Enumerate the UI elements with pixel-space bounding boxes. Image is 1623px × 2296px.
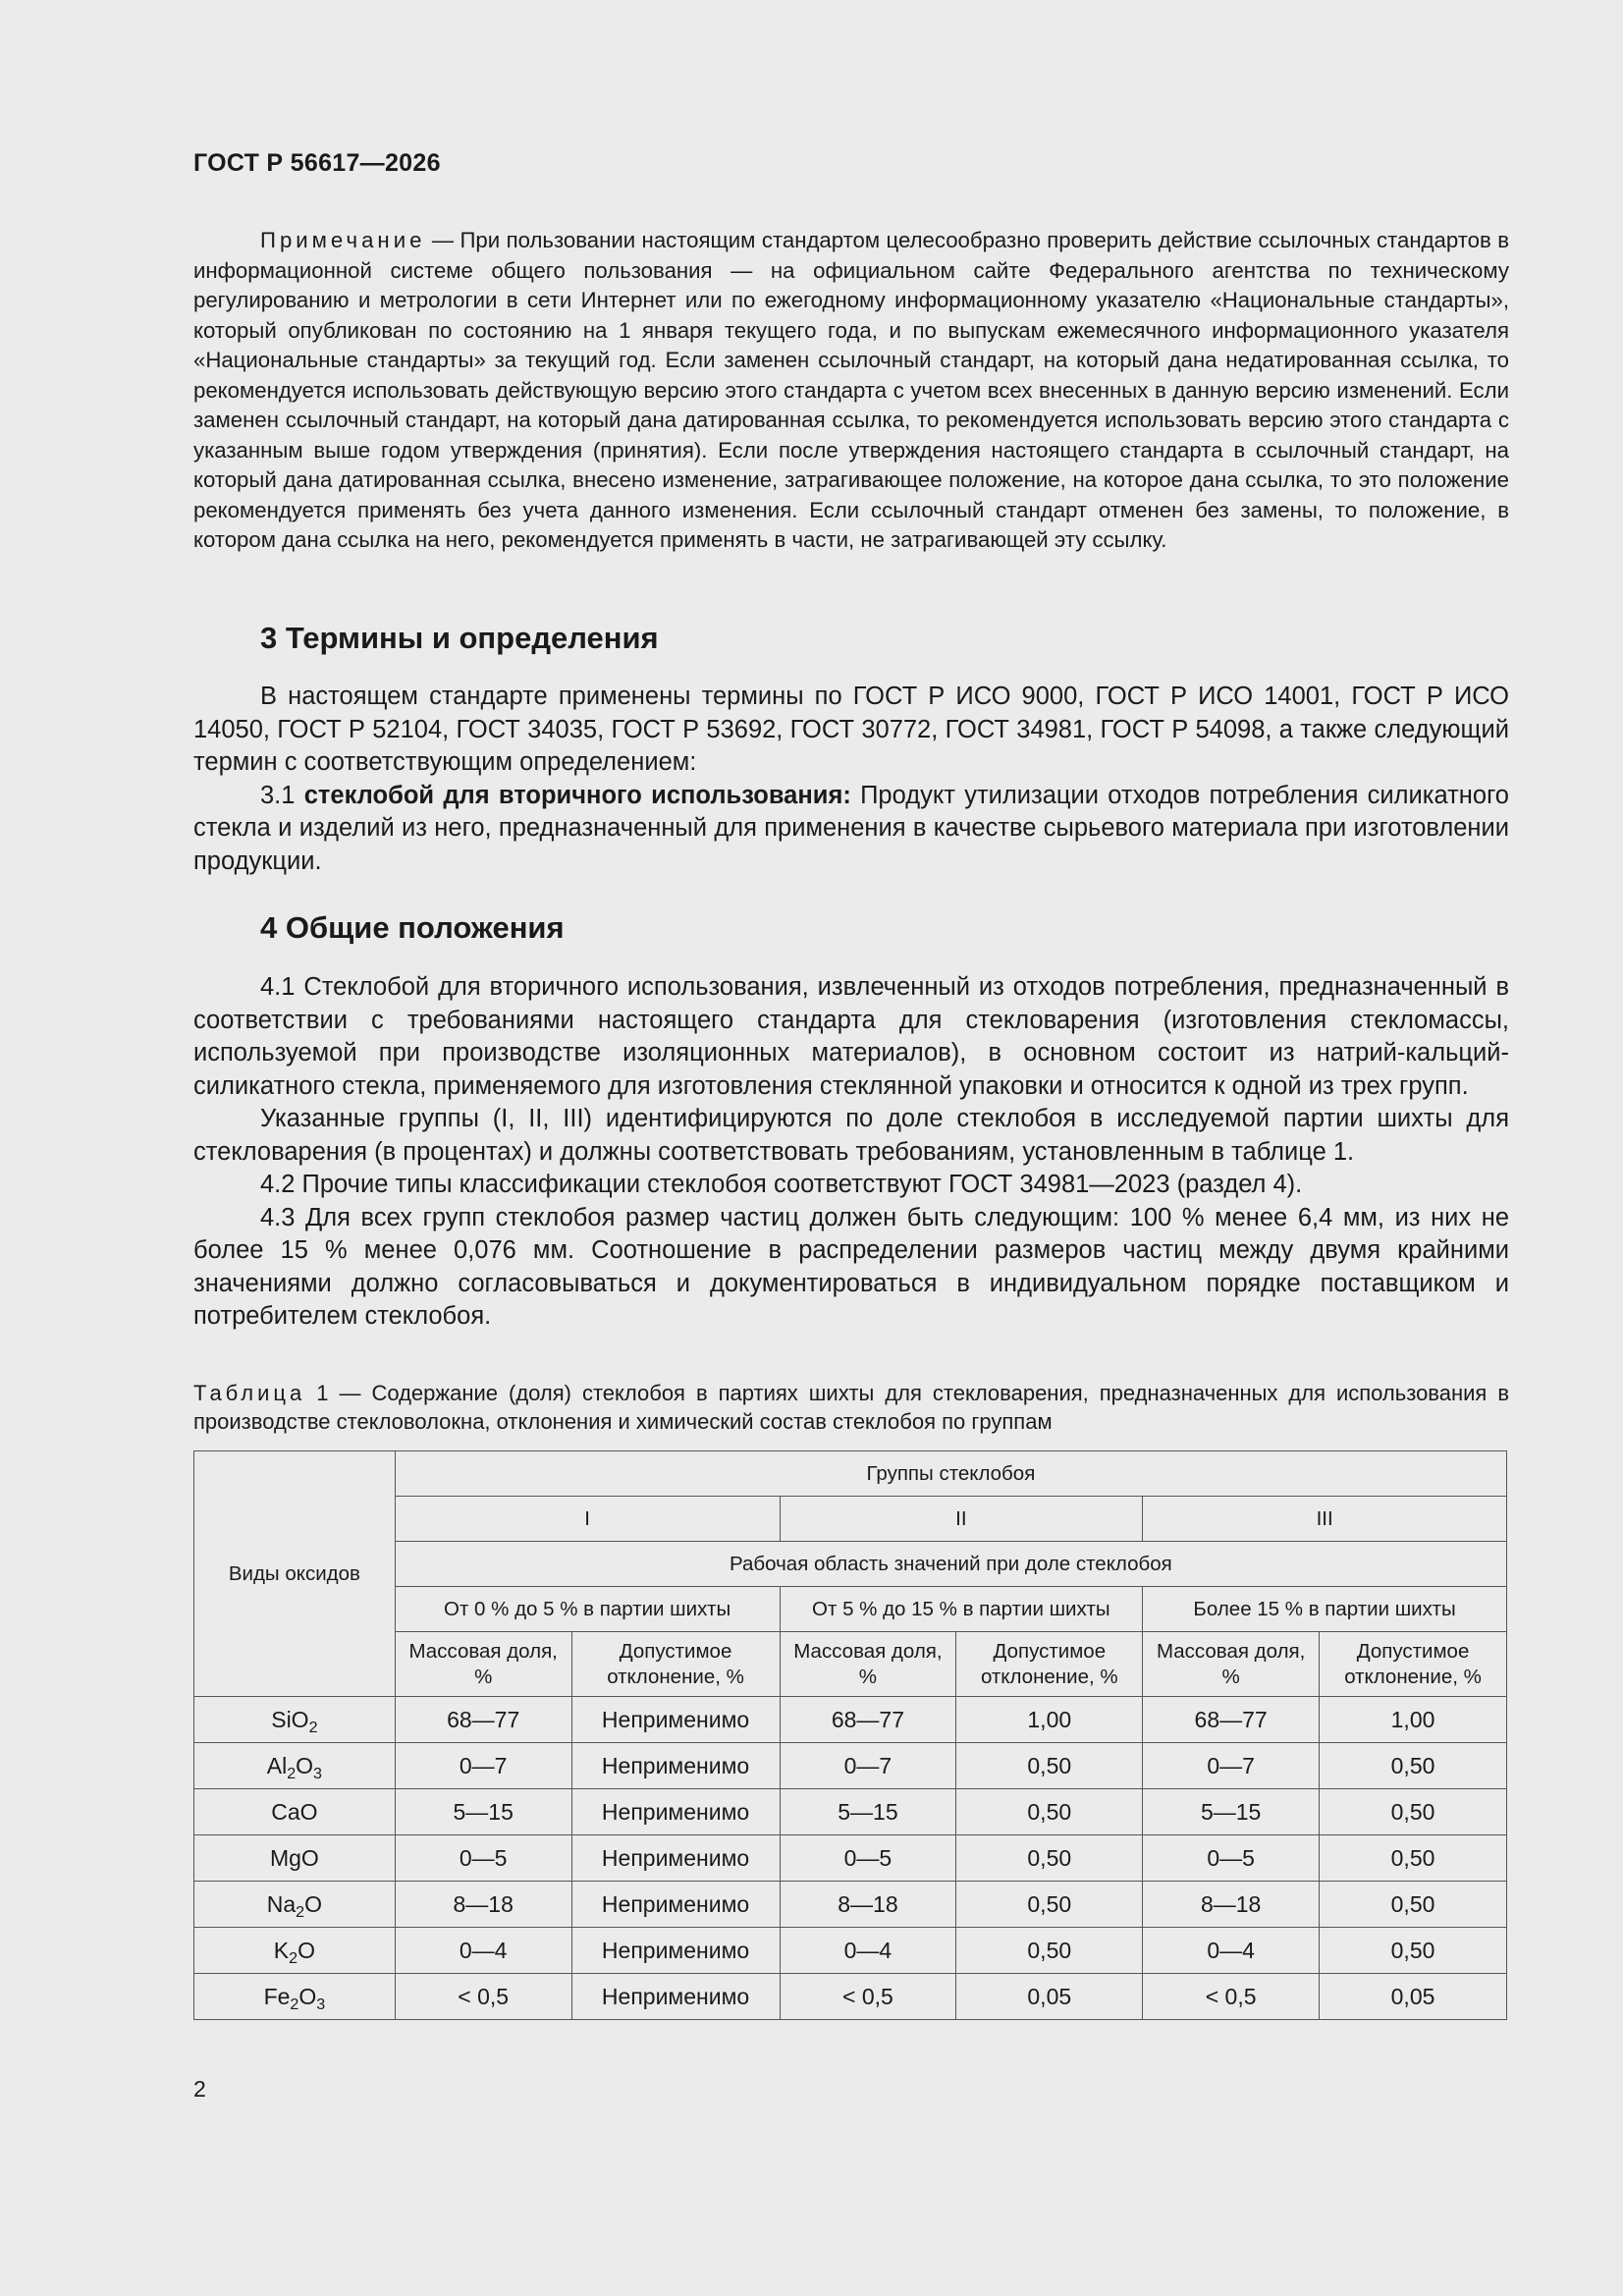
value-cell: 0,50 — [956, 1789, 1143, 1835]
table-row — [194, 1928, 1507, 1974]
value-cell: 0—7 — [1143, 1743, 1320, 1789]
term-3-1 — [193, 780, 1509, 879]
formula-part: CaO — [271, 1798, 318, 1825]
term-definition: Продукт утилизации отходов потребления силикатного стекла и изделий из него, предназначенный для применения в качестве сырьевого материала при изготовлении продукции. — [193, 781, 1509, 875]
value-cell: 0—4 — [1143, 1928, 1320, 1974]
para-4-1: 4.1 Стеклобой для вторичного использования, извлеченный из отходов потребления, предназначенный в соответствии с требованиями настоящего стандарта для стекловарения (изготовления стекломассы, используемой при производстве изоляционных материалов), в основном состоит из натрий-кальций-силикатного стекла, применяемого для изготовления стеклянной упаковки и относится к одной из трех групп. — [193, 973, 1509, 1100]
value-cell: 68—77 — [1143, 1697, 1320, 1743]
value-cell: 5—15 — [395, 1789, 571, 1835]
oxide-cell — [194, 1835, 396, 1882]
value-cell: 0,50 — [1320, 1928, 1507, 1974]
value-cell: 0—5 — [395, 1835, 571, 1882]
formula-part: O — [298, 1937, 315, 1963]
value-cell: 0,50 — [956, 1928, 1143, 1974]
value-cell: < 0,5 — [780, 1974, 956, 2020]
header-dev-3: Допустимое отклонение, % — [1320, 1632, 1507, 1697]
formula-subscript: 3 — [313, 1764, 322, 1782]
oxide-cell — [194, 1928, 396, 1974]
table-caption-text: 1 — Содержание (доля) стеклобоя в партиях шихты для стекловарения, предназначенных для использования в производстве стекловолокна, отклонения и химический состав стеклобоя по группам — [193, 1381, 1509, 1434]
oxide-cell — [194, 1697, 396, 1743]
value-cell: 68—77 — [395, 1697, 571, 1743]
header-group-2: II — [780, 1497, 1143, 1542]
value-cell: 0,05 — [1320, 1974, 1507, 2020]
formula-subscript: 2 — [290, 1995, 299, 2013]
value-cell: Неприменимо — [571, 1743, 780, 1789]
para-4-1-groups: Указанные группы (I, II, III) идентифицируются по доле стеклобоя в исследуемой партии шихты для стекловарения (в процентах) и должны соответствовать требованиям, установленным в таблице 1. — [193, 1105, 1509, 1166]
header-mass-3: Массовая доля, % — [1143, 1632, 1320, 1697]
value-cell: Неприменимо — [571, 1697, 780, 1743]
note-block — [193, 226, 1509, 556]
header-range-1: От 0 % до 5 % в партии шихты — [395, 1587, 780, 1632]
oxide-table — [193, 1450, 1507, 2020]
table-row — [194, 1835, 1507, 1882]
page-number: 2 — [193, 2076, 206, 2102]
formula-part: MgO — [269, 1844, 319, 1871]
value-cell: 0,50 — [1320, 1743, 1507, 1789]
value-cell: 0,50 — [956, 1882, 1143, 1928]
formula-part: SiO — [271, 1706, 309, 1732]
table-row — [194, 1697, 1507, 1743]
formula-part: O — [304, 1890, 322, 1917]
header-oxide-types: Виды оксидов — [194, 1451, 396, 1697]
section-3-body — [193, 681, 1509, 878]
document-code-header: ГОСТ Р 56617—2026 — [193, 149, 441, 177]
formula-part: O — [298, 1983, 317, 2009]
header-glass-groups: Группы стеклобоя — [395, 1451, 1506, 1497]
header-range-3: Более 15 % в партии шихты — [1143, 1587, 1507, 1632]
value-cell: 5—15 — [1143, 1789, 1320, 1835]
value-cell: 0—4 — [395, 1928, 571, 1974]
header-group-3: III — [1143, 1497, 1507, 1542]
formula-part: Fe — [263, 1983, 291, 2009]
table-row — [194, 1743, 1507, 1789]
value-cell: Неприменимо — [571, 1928, 780, 1974]
value-cell: 0—7 — [395, 1743, 571, 1789]
header-mass-2: Массовая доля, % — [780, 1632, 956, 1697]
table-caption-label: Таблица — [193, 1381, 306, 1405]
formula-subscript: 2 — [289, 1948, 298, 1967]
value-cell: Неприменимо — [571, 1974, 780, 2020]
term-name: стеклобой для вторичного использования: — [303, 781, 851, 809]
value-cell: 0—5 — [780, 1835, 956, 1882]
table-row — [194, 1789, 1507, 1835]
value-cell: 0,50 — [956, 1835, 1143, 1882]
table-caption — [193, 1379, 1509, 1436]
section-4-title: 4 Общие положения — [260, 910, 565, 945]
section-4-body — [193, 971, 1509, 1334]
value-cell: Неприменимо — [571, 1835, 780, 1882]
header-group-1: I — [395, 1497, 780, 1542]
value-cell: 0,50 — [1320, 1835, 1507, 1882]
term-number: 3.1 — [260, 781, 304, 809]
oxide-cell — [194, 1974, 396, 2020]
formula-part: K — [273, 1937, 290, 1963]
table-row — [194, 1974, 1507, 2020]
oxide-cell — [194, 1882, 396, 1928]
value-cell: < 0,5 — [395, 1974, 571, 2020]
formula-part: Al — [266, 1752, 288, 1778]
table-row — [194, 1882, 1507, 1928]
header-dev-1: Допустимое отклонение, % — [571, 1632, 780, 1697]
value-cell: 68—77 — [780, 1697, 956, 1743]
value-cell: 0,50 — [1320, 1789, 1507, 1835]
formula-part: Na — [266, 1890, 297, 1917]
formula-subscript: 2 — [287, 1764, 297, 1782]
para-4-3: 4.3 Для всех групп стеклобоя размер частиц должен быть следующим: 100 % менее 6,4 мм, из них не более 15 % менее 0,076 мм. Соотношение в распределении размеров частиц между двумя крайними значениями должно согласовываться и документироваться в индивидуальном порядке поставщиком и потребителем стеклобоя. — [193, 1203, 1509, 1330]
note-label: Примечание — [260, 228, 426, 252]
oxide-cell — [194, 1789, 396, 1835]
section-3-title: 3 Термины и определения — [260, 621, 659, 655]
header-mass-1: Массовая доля, % — [395, 1632, 571, 1697]
value-cell: Неприменимо — [571, 1789, 780, 1835]
value-cell: 8—18 — [395, 1882, 571, 1928]
value-cell: 8—18 — [780, 1882, 956, 1928]
value-cell: 0,05 — [956, 1974, 1143, 2020]
header-working-range: Рабочая область значений при доле стеклобоя — [395, 1542, 1506, 1587]
formula-subscript: 2 — [308, 1718, 318, 1736]
table-body — [194, 1697, 1507, 2020]
value-cell: 1,00 — [1320, 1697, 1507, 1743]
value-cell: Неприменимо — [571, 1882, 780, 1928]
value-cell: < 0,5 — [1143, 1974, 1320, 2020]
header-range-2: От 5 % до 15 % в партии шихты — [780, 1587, 1143, 1632]
oxide-cell — [194, 1743, 396, 1789]
value-cell: 1,00 — [956, 1697, 1143, 1743]
formula-part: O — [296, 1752, 314, 1778]
value-cell: 0,50 — [956, 1743, 1143, 1789]
value-cell: 8—18 — [1143, 1882, 1320, 1928]
value-cell: 0—4 — [780, 1928, 956, 1974]
value-cell: 5—15 — [780, 1789, 956, 1835]
value-cell: 0—5 — [1143, 1835, 1320, 1882]
value-cell: 0—7 — [780, 1743, 956, 1789]
header-dev-2: Допустимое отклонение, % — [956, 1632, 1143, 1697]
para-4-2: 4.2 Прочие типы классификации стеклобоя соответствуют ГОСТ 34981—2023 (раздел 4). — [260, 1171, 1303, 1198]
section-3-intro: В настоящем стандарте применены термины по ГОСТ Р ИСО 9000, ГОСТ Р ИСО 14001, ГОСТ Р ИСО 14050, ГОСТ Р 52104, ГОСТ 34035, ГОСТ Р 53692, ГОСТ 30772, ГОСТ 34981, ГОСТ Р 54098, а также следующий термин с соответствующим определением: — [193, 683, 1509, 776]
value-cell: 0,50 — [1320, 1882, 1507, 1928]
formula-subscript: 2 — [296, 1902, 305, 1921]
note-text: — При пользовании настоящим стандартом целесообразно проверить действие ссылочных стандартов в информационной системе общего пользования — на официальном сайте Федерального агентства по техническому регулированию и метрологии в сети Интернет или по ежегодному информационному указателю «Национальные стандарты», который опубликован по состоянию на 1 января текущего года, и по выпускам ежемесячного информационного указателя «Национальные стандарты» за текущий год. Если заменен ссылочный стандарт, на который дана недатированная ссылка, то рекомендуется использовать действующую версию этого стандарта с учетом всех внесенных в данную версию изменений. Если заменен ссылочный стандарт, на который дана датированная ссылка, то рекомендуется использовать версию этого стандарта с указанным выше годом утверждения (принятия). Если после утверждения настоящего стандарта в ссылочный стандарт, на который дана датированная ссылка, внесено изменение, затрагивающее положение, на которое дана ссылка, то это положение рекомендуется применять без учета данного изменения. Если ссылочный стандарт отменен без замены, то положение, в котором дана ссылка на него, рекомендуется применять в части, не затрагивающей эту ссылку. — [193, 228, 1509, 552]
formula-subscript: 3 — [316, 1995, 326, 2013]
